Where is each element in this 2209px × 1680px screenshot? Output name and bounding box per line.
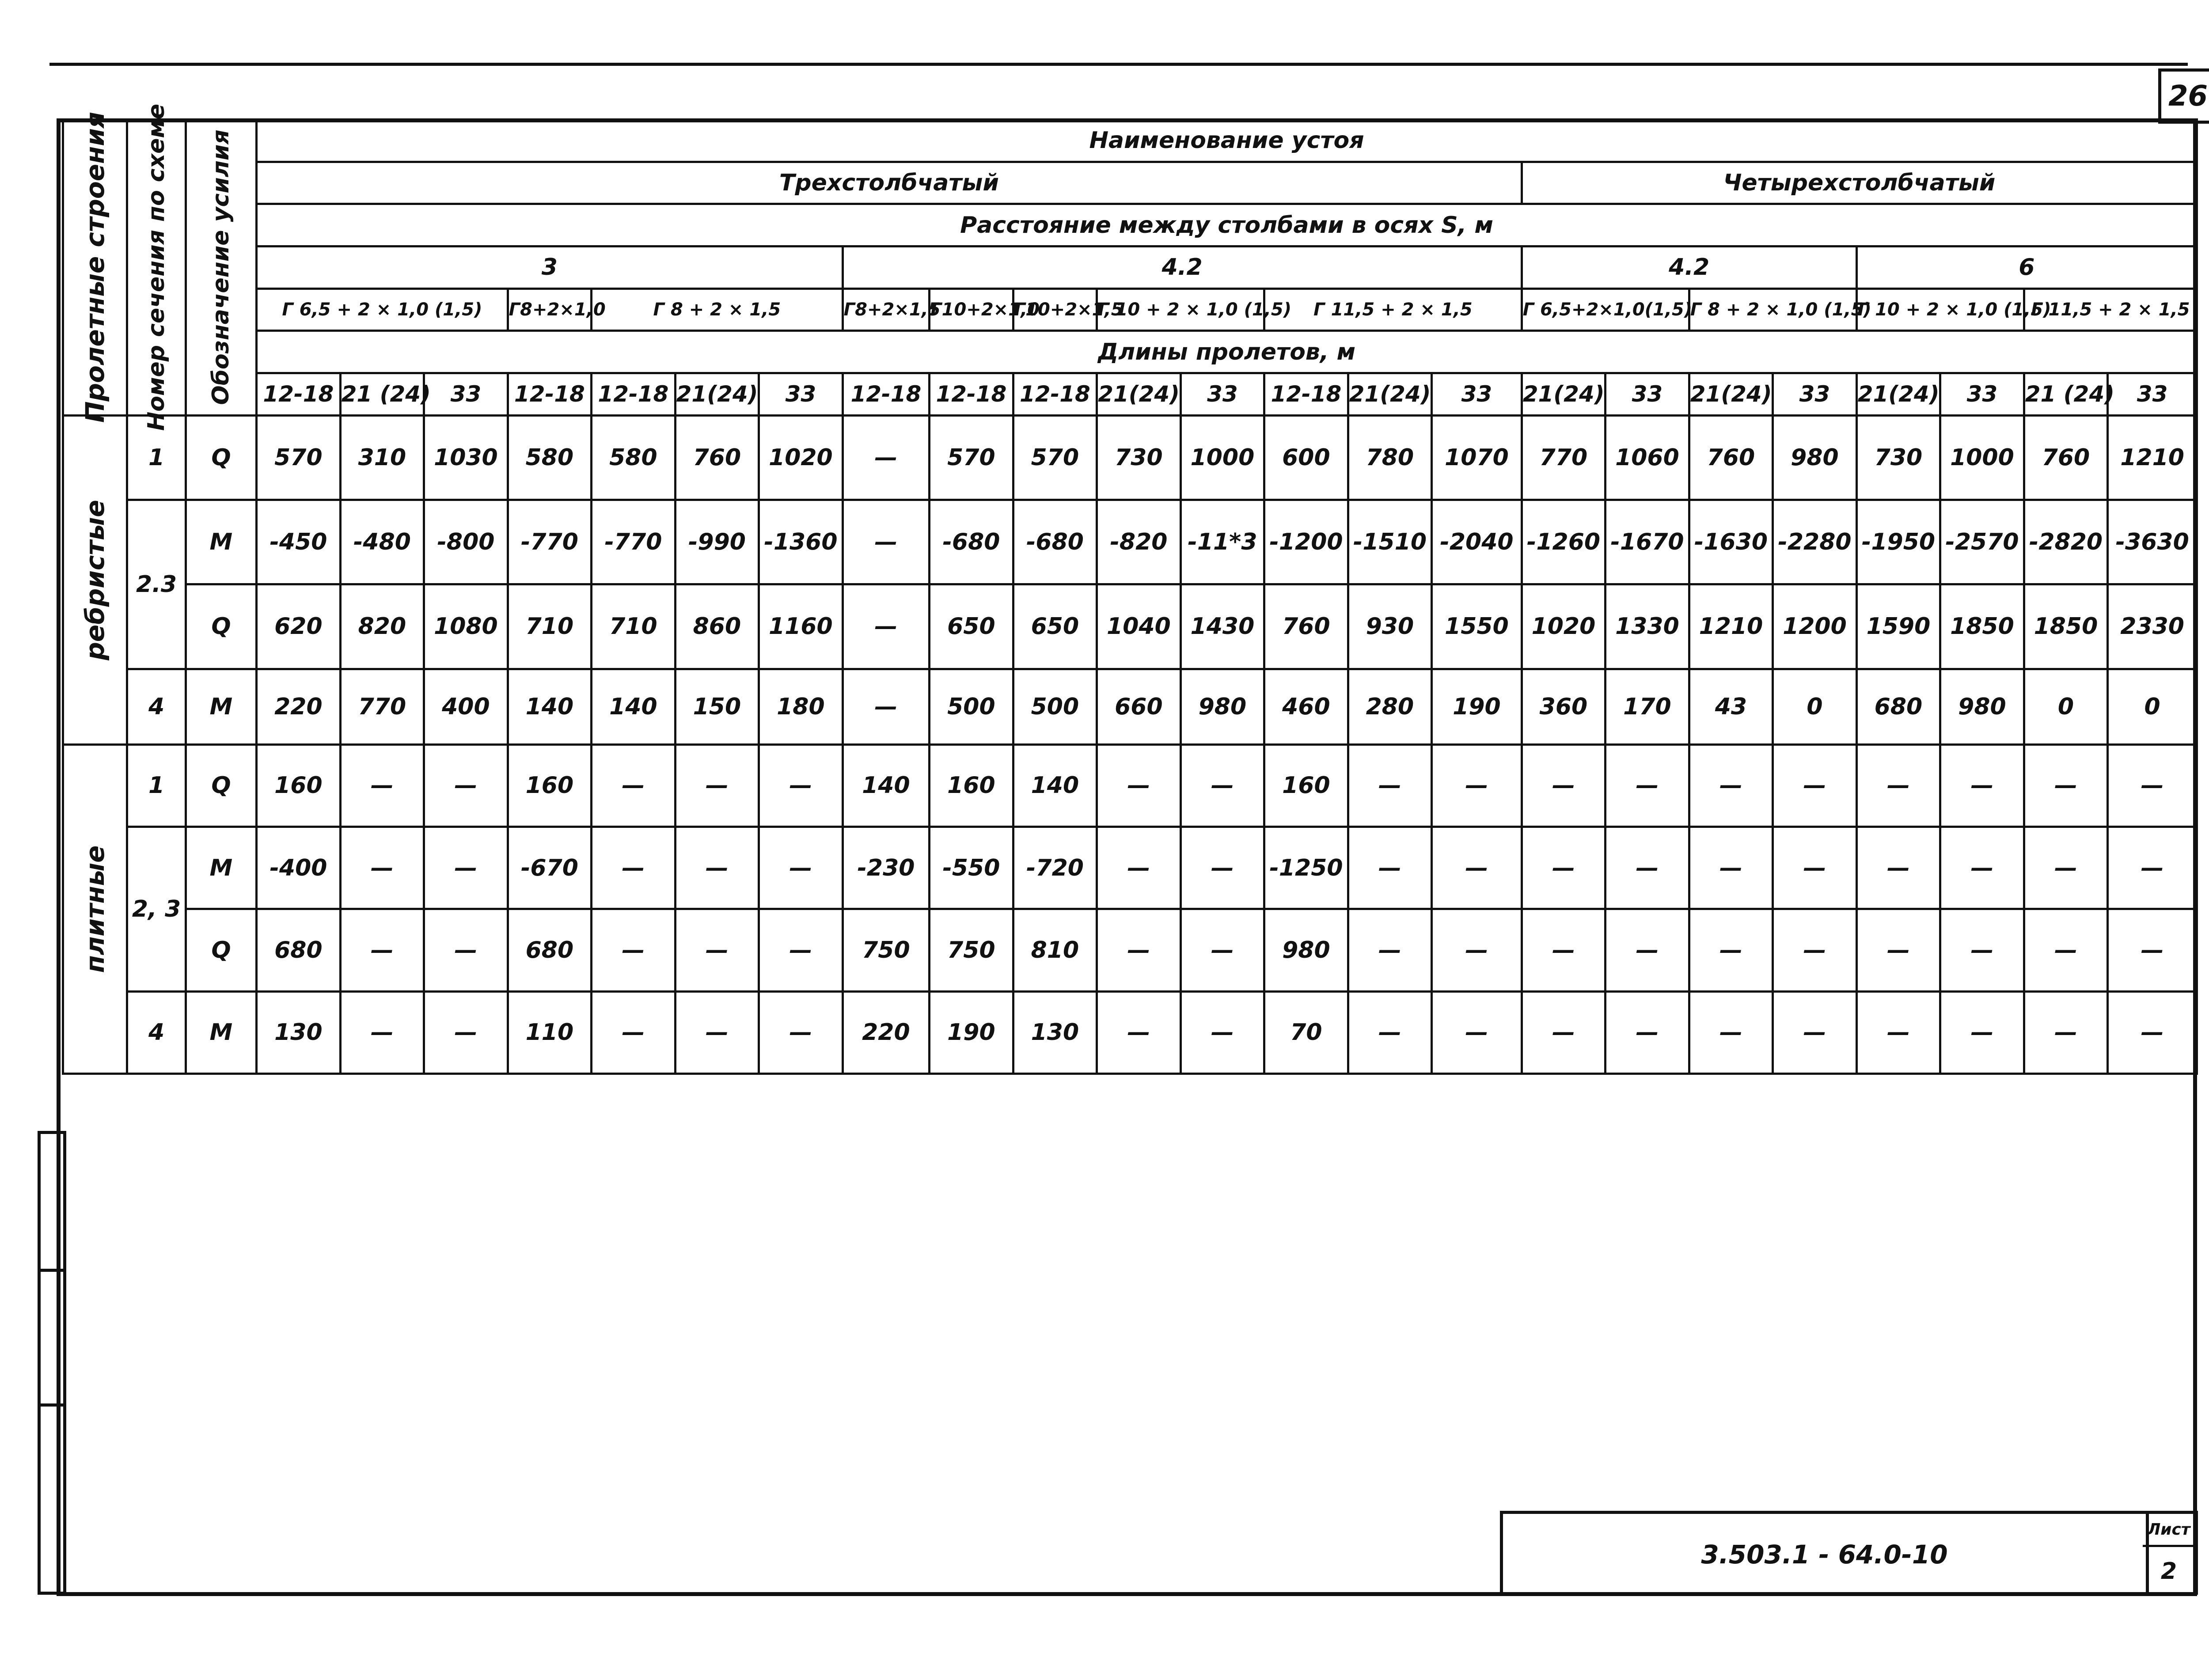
header-row-span-lengths — [63, 373, 2197, 415]
group-ribbed: ребристые — [63, 415, 127, 744]
group-slab: плитные — [63, 744, 127, 1073]
abutment-type: Г 6,5 + 2 × 1,0 (1,5) — [257, 288, 508, 331]
value-cell: -1250 — [1264, 827, 1348, 909]
span-length: 12-18 — [843, 373, 930, 415]
value-cell: -2820 — [2024, 500, 2108, 584]
distance-header: Расстояние между столбами в осях S, м — [257, 204, 2197, 247]
span-length: 33 — [2108, 373, 2197, 415]
header-row-type — [63, 162, 2197, 204]
value-cell: — — [340, 909, 424, 991]
value-cell: 1850 — [2024, 584, 2108, 669]
value-cell: — — [1180, 744, 1264, 827]
force-symbol: M — [186, 827, 256, 909]
value-cell: 750 — [930, 909, 1013, 991]
section-number: 2, 3 — [127, 827, 186, 992]
force-symbol: Q — [186, 909, 256, 991]
header-row-distance — [63, 204, 2197, 247]
span-length: 21 (24) — [340, 373, 424, 415]
distance-value: 4.2 — [843, 246, 1522, 288]
value-cell: — — [1940, 827, 2024, 909]
value-cell: 860 — [675, 584, 759, 669]
value-cell: -800 — [424, 500, 508, 584]
value-cell: — — [1348, 991, 1432, 1073]
value-cell: 1000 — [1940, 415, 2024, 500]
value-cell: 580 — [592, 415, 676, 500]
sheet-label: Лист — [2143, 1514, 2195, 1547]
value-cell: 500 — [930, 669, 1013, 744]
value-cell: 980 — [1264, 909, 1348, 991]
force-symbol: M — [186, 991, 256, 1073]
value-cell: — — [1180, 991, 1264, 1073]
value-cell: — — [1940, 991, 2024, 1073]
section-number: 2.3 — [127, 500, 186, 669]
value-cell: -1630 — [1689, 500, 1773, 584]
span-length: 12-18 — [508, 373, 592, 415]
value-cell: -550 — [930, 827, 1013, 909]
value-cell: -450 — [257, 500, 341, 584]
span-length: 33 — [1432, 373, 1522, 415]
abutment-type: Г10+2×1,0 — [930, 288, 1013, 331]
abutment-type: Г 8 + 2 × 1,5 — [592, 288, 843, 331]
value-cell: 1000 — [1180, 415, 1264, 500]
value-cell: — — [1522, 744, 1606, 827]
value-cell: — — [340, 991, 424, 1073]
value-cell: — — [2024, 744, 2108, 827]
table-row — [63, 415, 2197, 500]
span-length: 21(24) — [1348, 373, 1432, 415]
value-cell: -1510 — [1348, 500, 1432, 584]
span-length: 12-18 — [592, 373, 676, 415]
value-cell: -770 — [508, 500, 592, 584]
value-cell: — — [340, 744, 424, 827]
spans-title: Длины пролетов, м — [257, 331, 2197, 373]
span-length: 33 — [1180, 373, 1264, 415]
value-cell: -1260 — [1522, 500, 1606, 584]
distance-value: 4.2 — [1522, 246, 1856, 288]
value-cell: 2330 — [2108, 584, 2197, 669]
value-cell: 190 — [1432, 669, 1522, 744]
value-cell: 400 — [424, 669, 508, 744]
value-cell: 650 — [930, 584, 1013, 669]
value-cell: -480 — [340, 500, 424, 584]
value-cell: — — [592, 909, 676, 991]
header-row-abutment-types — [63, 288, 2197, 331]
value-cell: 1020 — [1522, 584, 1606, 669]
value-cell: 730 — [1856, 415, 1940, 500]
span-length: 12-18 — [930, 373, 1013, 415]
span-length: 21(24) — [675, 373, 759, 415]
value-cell: 980 — [1940, 669, 2024, 744]
value-cell: 130 — [257, 991, 341, 1073]
table-row — [63, 909, 2197, 991]
value-cell: — — [1856, 991, 1940, 1073]
header-row-name — [63, 120, 2197, 162]
value-cell: 110 — [508, 991, 592, 1073]
value-cell: -2570 — [1940, 500, 2024, 584]
value-cell: — — [1522, 909, 1606, 991]
value-cell: -3630 — [2108, 500, 2197, 584]
force-symbol: Q — [186, 744, 256, 827]
value-cell: — — [2024, 909, 2108, 991]
value-cell: — — [675, 991, 759, 1073]
value-cell: 140 — [1013, 744, 1097, 827]
value-cell: 570 — [930, 415, 1013, 500]
value-cell: 1070 — [1432, 415, 1522, 500]
value-cell: 180 — [759, 669, 843, 744]
value-cell: 1210 — [1689, 584, 1773, 669]
value-cell: — — [1689, 827, 1773, 909]
value-cell: 760 — [2024, 415, 2108, 500]
value-cell: — — [675, 827, 759, 909]
abutment-type: Г8+2×1,0 — [508, 288, 592, 331]
value-cell: 1210 — [2108, 415, 2197, 500]
section-number: 1 — [127, 415, 186, 500]
value-cell: 150 — [675, 669, 759, 744]
value-cell: — — [843, 584, 930, 669]
value-cell: — — [1180, 827, 1264, 909]
value-cell: — — [1097, 909, 1181, 991]
value-cell: 43 — [1689, 669, 1773, 744]
value-cell: — — [424, 744, 508, 827]
value-cell: 600 — [1264, 415, 1348, 500]
force-symbol: M — [186, 500, 256, 584]
value-cell: 280 — [1348, 669, 1432, 744]
value-cell: — — [424, 991, 508, 1073]
value-cell: 580 — [508, 415, 592, 500]
table-row — [63, 744, 2197, 827]
value-cell: — — [1689, 991, 1773, 1073]
value-cell: 980 — [1180, 669, 1264, 744]
header-row-spans-title — [63, 331, 2197, 373]
value-cell: — — [2108, 991, 2197, 1073]
value-cell: -720 — [1013, 827, 1097, 909]
value-cell: 160 — [1264, 744, 1348, 827]
value-cell: -400 — [257, 827, 341, 909]
value-cell: 1550 — [1432, 584, 1522, 669]
value-cell: 130 — [1013, 991, 1097, 1073]
value-cell: — — [1773, 909, 1857, 991]
value-cell: 760 — [1689, 415, 1773, 500]
value-cell: — — [1606, 909, 1689, 991]
value-cell: — — [1606, 827, 1689, 909]
value-cell: — — [1432, 991, 1522, 1073]
top-rule — [49, 63, 2188, 66]
value-cell: — — [1606, 991, 1689, 1073]
value-cell: 680 — [1856, 669, 1940, 744]
value-cell: 310 — [340, 415, 424, 500]
value-cell: -2040 — [1432, 500, 1522, 584]
value-cell: — — [1097, 744, 1181, 827]
value-cell: 500 — [1013, 669, 1097, 744]
value-cell: 1040 — [1097, 584, 1181, 669]
value-cell: 1330 — [1606, 584, 1689, 669]
value-cell: — — [424, 909, 508, 991]
value-cell: 160 — [257, 744, 341, 827]
value-cell: 760 — [675, 415, 759, 500]
value-cell: 460 — [1264, 669, 1348, 744]
value-cell: — — [843, 500, 930, 584]
force-symbol: Q — [186, 584, 256, 669]
value-cell: -680 — [930, 500, 1013, 584]
table-row — [63, 584, 2197, 669]
distance-value: 3 — [257, 246, 843, 288]
value-cell: 160 — [930, 744, 1013, 827]
value-cell: — — [675, 909, 759, 991]
value-cell: — — [1180, 909, 1264, 991]
abutment-type: Г 11,5 + 2 × 1,5 — [1264, 288, 1522, 331]
side-block-divider — [41, 1403, 63, 1407]
value-cell: -1360 — [759, 500, 843, 584]
value-cell: — — [1348, 744, 1432, 827]
value-cell: 730 — [1097, 415, 1181, 500]
section-number: 4 — [127, 669, 186, 744]
value-cell: 770 — [340, 669, 424, 744]
value-cell: 1020 — [759, 415, 843, 500]
span-length: 21(24) — [1856, 373, 1940, 415]
value-cell: 660 — [1097, 669, 1181, 744]
value-cell: — — [1348, 827, 1432, 909]
value-cell: — — [1432, 909, 1522, 991]
value-cell: 220 — [257, 669, 341, 744]
span-length: 21(24) — [1097, 373, 1181, 415]
value-cell: — — [1856, 909, 1940, 991]
value-cell: -990 — [675, 500, 759, 584]
value-cell: 1590 — [1856, 584, 1940, 669]
table-row — [63, 827, 2197, 909]
value-cell: — — [340, 827, 424, 909]
value-cell: — — [424, 827, 508, 909]
value-cell: 570 — [257, 415, 341, 500]
value-cell: 1080 — [424, 584, 508, 669]
three-column-header: Трехстолбчатый — [257, 162, 1522, 204]
value-cell: -11*3 — [1180, 500, 1264, 584]
value-cell: — — [1097, 827, 1181, 909]
value-cell: 1060 — [1606, 415, 1689, 500]
value-cell: 360 — [1522, 669, 1606, 744]
side-block-divider — [41, 1269, 63, 1272]
value-cell: 930 — [1348, 584, 1432, 669]
value-cell: -770 — [592, 500, 676, 584]
value-cell: 220 — [843, 991, 930, 1073]
section-number: 4 — [127, 991, 186, 1073]
value-cell: — — [1773, 827, 1857, 909]
table-row — [63, 500, 2197, 584]
abutment-type: Г 6,5+2×1,0(1,5) — [1522, 288, 1689, 331]
value-cell: 680 — [257, 909, 341, 991]
value-cell: — — [759, 744, 843, 827]
span-length: 33 — [1606, 373, 1689, 415]
span-length: 21(24) — [1522, 373, 1606, 415]
value-cell: — — [2024, 827, 2108, 909]
span-length: 21 (24) — [2024, 373, 2108, 415]
value-cell: 1030 — [424, 415, 508, 500]
value-cell: — — [1606, 744, 1689, 827]
abutment-type: Г 10 + 2 × 1,0 (1,5) — [1097, 288, 1264, 331]
abutment-name-header: Наименование устоя — [257, 120, 2197, 162]
force-symbol: M — [186, 669, 256, 744]
force-symbol: Q — [186, 415, 256, 500]
value-cell: 140 — [508, 669, 592, 744]
value-cell: — — [1689, 909, 1773, 991]
value-cell: 570 — [1013, 415, 1097, 500]
value-cell: — — [1856, 827, 1940, 909]
value-cell: — — [759, 991, 843, 1073]
value-cell: 160 — [508, 744, 592, 827]
four-column-header: Четырехстолбчатый — [1522, 162, 2197, 204]
value-cell: 0 — [1773, 669, 1857, 744]
value-cell: -230 — [843, 827, 930, 909]
document-code: 3.503.1 - 64.0-10 — [1503, 1514, 2149, 1595]
span-length: 12-18 — [1013, 373, 1097, 415]
value-cell: — — [592, 744, 676, 827]
value-cell: -670 — [508, 827, 592, 909]
value-cell: 1160 — [759, 584, 843, 669]
forces-table — [62, 104, 2198, 1075]
value-cell: — — [1522, 991, 1606, 1073]
value-cell: 140 — [592, 669, 676, 744]
value-cell: -1670 — [1606, 500, 1689, 584]
value-cell: 770 — [1522, 415, 1606, 500]
value-cell: 70 — [1264, 991, 1348, 1073]
table-row — [63, 669, 2197, 744]
span-length: 33 — [759, 373, 843, 415]
value-cell: — — [1432, 827, 1522, 909]
side-binding-block — [38, 1131, 66, 1595]
value-cell: 1850 — [1940, 584, 2024, 669]
value-cell: — — [1348, 909, 1432, 991]
abutment-type: Г8+2×1,5 — [843, 288, 930, 331]
span-length: 33 — [1940, 373, 2024, 415]
value-cell: — — [1522, 827, 1606, 909]
value-cell: 680 — [508, 909, 592, 991]
abutment-type: Г 11,5 + 2 × 1,5 — [2024, 288, 2197, 331]
value-cell: 0 — [2024, 669, 2108, 744]
header-row-distance-values — [63, 246, 2197, 288]
value-cell: -820 — [1097, 500, 1181, 584]
abutment-type: Г 8 + 2 × 1,0 (1,5) — [1689, 288, 1856, 331]
value-cell: -1950 — [1856, 500, 1940, 584]
title-block — [1500, 1511, 2198, 1595]
value-cell: — — [759, 909, 843, 991]
value-cell: — — [1940, 744, 2024, 827]
value-cell: 650 — [1013, 584, 1097, 669]
value-cell: 710 — [592, 584, 676, 669]
value-cell: -680 — [1013, 500, 1097, 584]
value-cell: 750 — [843, 909, 930, 991]
section-number-header: Номер сечения по схеме — [127, 120, 186, 416]
span-length: 21(24) — [1689, 373, 1773, 415]
value-cell: 190 — [930, 991, 1013, 1073]
value-cell: 980 — [1773, 415, 1857, 500]
value-cell: 0 — [2108, 669, 2197, 744]
value-cell: 710 — [508, 584, 592, 669]
value-cell: — — [1856, 744, 1940, 827]
value-cell: — — [1773, 744, 1857, 827]
value-cell: -2280 — [1773, 500, 1857, 584]
value-cell: — — [675, 744, 759, 827]
value-cell: — — [2108, 909, 2197, 991]
span-length: 33 — [424, 373, 508, 415]
value-cell: — — [1097, 991, 1181, 1073]
value-cell: 760 — [1264, 584, 1348, 669]
sheet-page-number: 2 — [2160, 1558, 2177, 1585]
span-structures-header: Пролетные строения — [63, 120, 127, 416]
value-cell: — — [759, 827, 843, 909]
value-cell: — — [843, 415, 930, 500]
value-cell: — — [592, 991, 676, 1073]
value-cell: 780 — [1348, 415, 1432, 500]
span-length: 12-18 — [1264, 373, 1348, 415]
abutment-type: Г 10 + 2 × 1,0 (1,5) — [1856, 288, 2024, 331]
value-cell: 170 — [1606, 669, 1689, 744]
value-cell: — — [1940, 909, 2024, 991]
value-cell: — — [2108, 827, 2197, 909]
value-cell: 1200 — [1773, 584, 1857, 669]
value-cell: — — [1773, 991, 1857, 1073]
value-cell: 810 — [1013, 909, 1097, 991]
sheet-number: 26 — [2158, 68, 2209, 124]
value-cell: 620 — [257, 584, 341, 669]
value-cell: — — [592, 827, 676, 909]
span-length: 33 — [1773, 373, 1857, 415]
abutment-type: Г10+2×1,5 — [1013, 288, 1097, 331]
distance-value: 6 — [1856, 246, 2197, 288]
value-cell: — — [1432, 744, 1522, 827]
span-length: 12-18 — [257, 373, 341, 415]
table-row — [63, 991, 2197, 1073]
value-cell: -1200 — [1264, 500, 1348, 584]
value-cell: — — [1689, 744, 1773, 827]
value-cell: 140 — [843, 744, 930, 827]
value-cell: — — [2024, 991, 2108, 1073]
value-cell: 1430 — [1180, 584, 1264, 669]
section-number: 1 — [127, 744, 186, 827]
value-cell: 820 — [340, 584, 424, 669]
force-symbol-header: Обозначение усилия — [186, 120, 256, 416]
value-cell: — — [2108, 744, 2197, 827]
value-cell: — — [843, 669, 930, 744]
